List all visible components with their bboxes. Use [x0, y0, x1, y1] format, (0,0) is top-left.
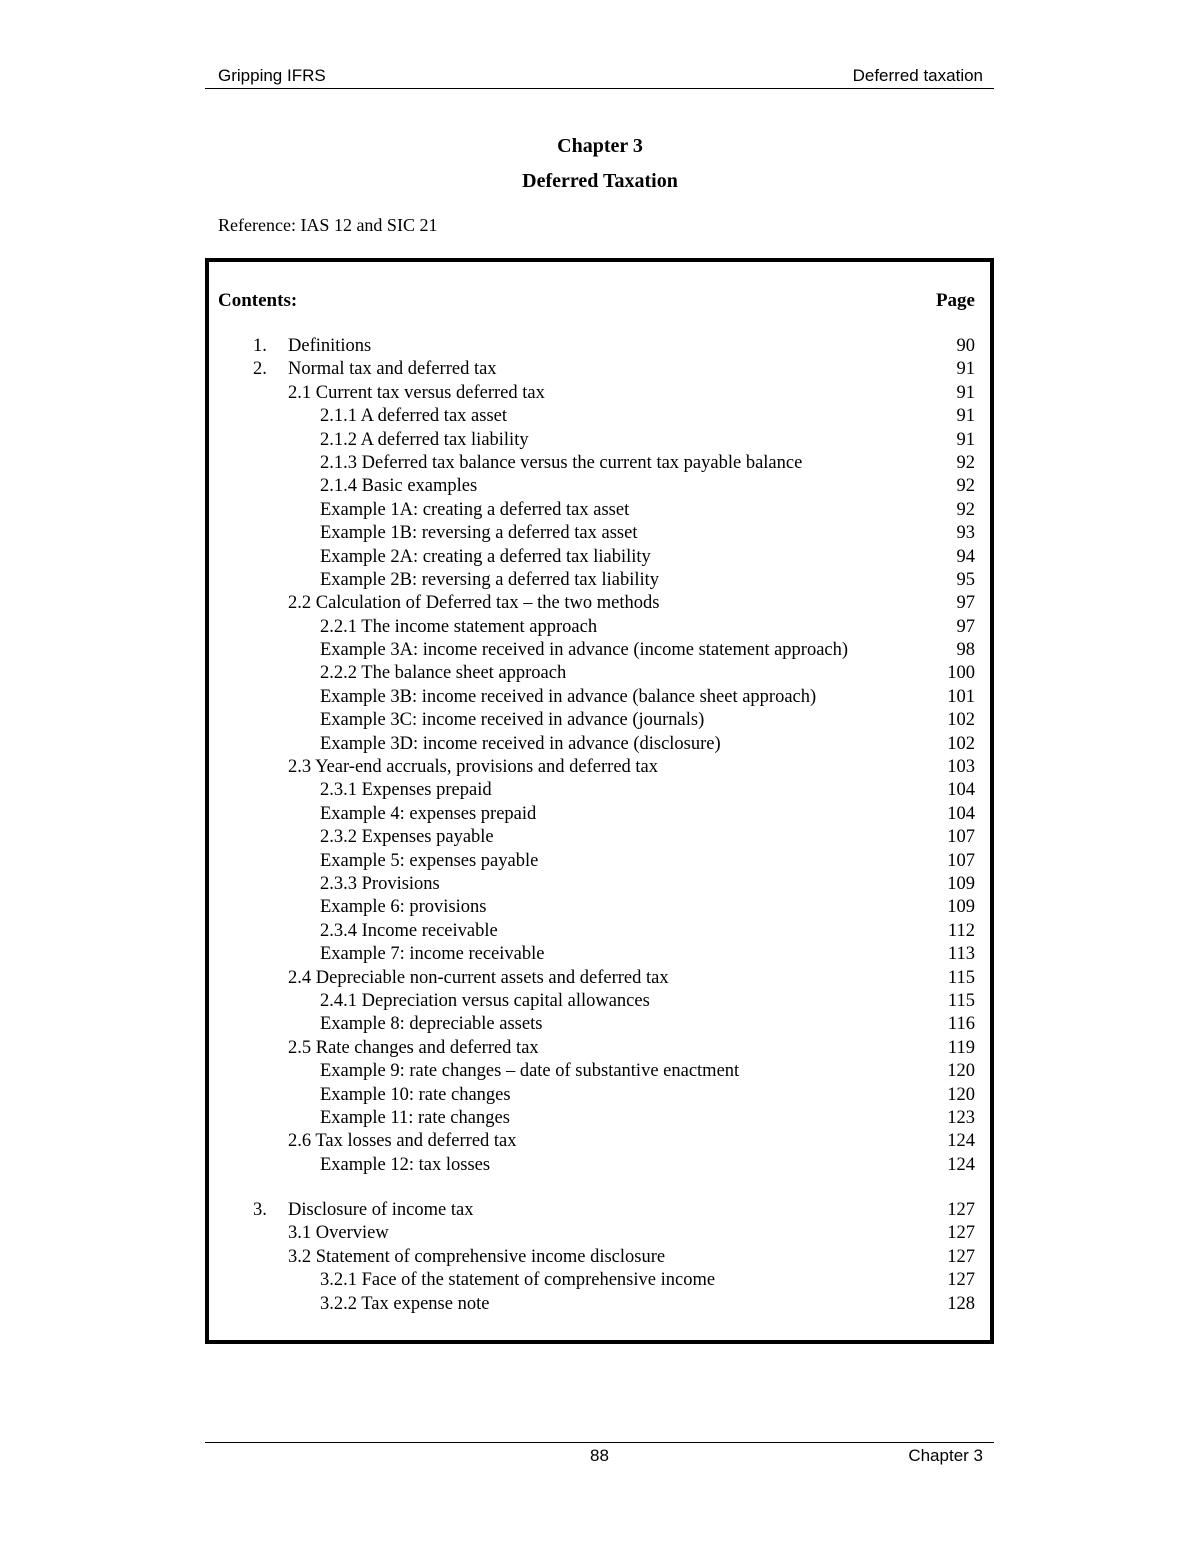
header-book-title: Gripping IFRS [218, 66, 326, 85]
contents-entry-title: 3.2.1 Face of the statement of comprehensive income [320, 1270, 716, 1291]
contents-entry-title: Example 3A: income received in advance (income statement approach) [320, 640, 849, 661]
contents-entry[interactable] [209, 475, 990, 498]
contents-entry[interactable] [209, 709, 990, 732]
contents-entry-title: 2.2.2 The balance sheet approach [320, 663, 567, 684]
contents-entry-page: 120 [947, 1061, 975, 1082]
contents-box [205, 258, 994, 1344]
contents-entry[interactable] [209, 1222, 990, 1245]
footer-page-number: 88 [590, 1446, 609, 1465]
contents-entry[interactable] [209, 616, 990, 639]
chapter-title: Chapter 3 [557, 135, 643, 157]
contents-entry[interactable] [209, 405, 990, 428]
contents-entry[interactable] [209, 452, 990, 475]
contents-entry[interactable] [209, 967, 990, 990]
contents-entry-title: 2.1 Current tax versus deferred tax [288, 382, 545, 403]
contents-entry-title: Example 1A: creating a deferred tax asset [320, 499, 630, 520]
contents-entry-page: 103 [947, 757, 975, 778]
contents-entry-page: 123 [947, 1107, 975, 1128]
contents-entry[interactable] [209, 1107, 990, 1130]
contents-entry-page: 127 [947, 1200, 975, 1221]
contents-entry-title: Disclosure of income tax [288, 1200, 474, 1221]
contents-entry-page: 124 [947, 1131, 975, 1152]
contents-entry-page: 109 [947, 897, 975, 918]
contents-entry[interactable] [209, 1246, 990, 1269]
contents-entry-page: 91 [956, 382, 975, 403]
contents-entry[interactable] [209, 756, 990, 779]
contents-entry[interactable] [209, 990, 990, 1013]
contents-entry-page: 95 [956, 569, 975, 590]
contents-entry-title: Example 11: rate changes [320, 1107, 510, 1128]
contents-entry-number: 2. [253, 359, 267, 380]
contents-entry-page: 104 [947, 803, 975, 824]
contents-entry-title: 2.2.1 The income statement approach [320, 616, 598, 637]
contents-entry[interactable] [209, 499, 990, 522]
contents-entry-page: 120 [947, 1084, 975, 1105]
page-footer [205, 1442, 994, 1473]
contents-entry-page: 97 [956, 593, 975, 614]
contents-entry[interactable] [209, 920, 990, 943]
contents-entry[interactable] [209, 803, 990, 826]
contents-entry-title: 2.3.2 Expenses payable [320, 827, 494, 848]
contents-entry[interactable] [209, 546, 990, 569]
contents-entry-title: 2.3.3 Provisions [320, 873, 440, 894]
contents-entry-page: 102 [947, 733, 975, 754]
contents-entry-title: Definitions [288, 336, 372, 356]
contents-entry[interactable] [209, 1199, 990, 1222]
contents-entry-page: 128 [947, 1293, 975, 1314]
contents-entry-title: Example 2A: creating a deferred tax liability [320, 546, 651, 567]
contents-entry[interactable] [209, 429, 990, 452]
contents-entry-page: 97 [956, 616, 975, 637]
contents-entry[interactable] [209, 1293, 990, 1316]
contents-entry-title: 2.1.2 A deferred tax liability [320, 429, 529, 450]
contents-entry-page: 115 [947, 967, 975, 988]
contents-entry-title: 2.3 Year-end accruals, provisions and deferred tax [288, 757, 659, 778]
contents-entry[interactable] [209, 850, 990, 873]
contents-entry-title: 2.4.1 Depreciation versus capital allowances [320, 990, 650, 1011]
contents-entry[interactable] [209, 1060, 990, 1083]
contents-entry[interactable] [209, 1130, 990, 1153]
contents-entry-title: Example 3C: income received in advance (journals) [320, 710, 705, 731]
contents-entry-page: 92 [956, 476, 975, 497]
contents-entry[interactable] [209, 779, 990, 802]
header-chapter-topic: Deferred taxation [852, 66, 983, 85]
page-column-heading: Page [935, 290, 975, 311]
contents-entry-title: Example 12: tax losses [320, 1154, 491, 1175]
contents-entry-title: 2.1.1 A deferred tax asset [320, 406, 507, 427]
contents-entry-page: 119 [947, 1037, 975, 1058]
contents-entry-title: Example 10: rate changes [320, 1084, 511, 1105]
page-header [205, 66, 994, 89]
contents-entry[interactable] [209, 382, 990, 405]
contents-entry-page: 107 [947, 827, 975, 848]
contents-heading-row [218, 290, 975, 312]
contents-entry-title: Normal tax and deferred tax [288, 359, 497, 380]
contents-entry-page: 102 [947, 710, 975, 731]
contents-entry-title: Example 2B: reversing a deferred tax liability [320, 569, 660, 590]
contents-entry-title: 2.5 Rate changes and deferred tax [288, 1037, 539, 1058]
contents-entry-title: Example 8: depreciable assets [320, 1014, 543, 1035]
contents-entry-number: 3. [253, 1200, 267, 1221]
contents-list [209, 335, 990, 1316]
contents-entry-page: 127 [947, 1246, 975, 1267]
contents-entry-page: 98 [956, 640, 975, 661]
contents-entry-title: 2.1.4 Basic examples [320, 476, 478, 497]
contents-entry-page: 127 [947, 1270, 975, 1291]
contents-entry[interactable] [209, 335, 990, 358]
contents-entry-page: 92 [956, 452, 975, 473]
contents-entry-page: 91 [956, 429, 975, 450]
contents-entry-page: 107 [947, 850, 975, 871]
contents-entry[interactable] [209, 826, 990, 849]
contents-entry-title: 2.6 Tax losses and deferred tax [288, 1131, 517, 1152]
contents-entry-page: 94 [956, 546, 975, 567]
contents-entry-title: Example 7: income receivable [320, 944, 545, 965]
contents-entry-page: 113 [947, 944, 975, 965]
contents-entry-title: Example 3D: income received in advance (disclosure) [320, 733, 721, 754]
contents-entry-page: 91 [956, 359, 975, 380]
contents-entry-title: 2.4 Depreciable non-current assets and deferred tax [288, 967, 669, 988]
reference-line: Reference: IAS 12 and SIC 21 [218, 215, 438, 235]
contents-entry-page: 124 [947, 1154, 975, 1175]
contents-entry-number: 1. [253, 336, 267, 356]
contents-entry[interactable] [209, 943, 990, 966]
chapter-subtitle: Deferred Taxation [522, 170, 678, 192]
contents-entry[interactable] [209, 592, 990, 615]
contents-entry-title: Example 5: expenses payable [320, 850, 539, 871]
contents-entry-page: 116 [947, 1014, 975, 1035]
contents-entry-title: 2.3.1 Expenses prepaid [320, 780, 492, 801]
contents-entry[interactable] [209, 639, 990, 662]
contents-entry[interactable] [209, 662, 990, 685]
contents-entry-page: 127 [947, 1223, 975, 1244]
contents-entry[interactable] [209, 1037, 990, 1060]
contents-entry[interactable] [209, 896, 990, 919]
contents-entry[interactable] [209, 686, 990, 709]
contents-entry-page: 115 [947, 990, 975, 1011]
contents-entry-title: 2.3.4 Income receivable [320, 920, 498, 941]
contents-entry[interactable] [209, 733, 990, 756]
contents-entry-page: 92 [956, 499, 975, 520]
contents-entry[interactable] [209, 1269, 990, 1292]
contents-entry-title: 2.2 Calculation of Deferred tax – the two methods [288, 593, 660, 614]
contents-entry-title: 3.1 Overview [288, 1223, 389, 1244]
contents-spacer [209, 1177, 990, 1199]
contents-entry-page: 112 [947, 920, 975, 941]
contents-entry[interactable] [209, 873, 990, 896]
contents-entry[interactable] [209, 569, 990, 592]
contents-entry-title: Example 1B: reversing a deferred tax asset [320, 523, 638, 544]
contents-entry[interactable] [209, 358, 990, 381]
contents-entry-page: 91 [956, 406, 975, 427]
contents-entry-page: 90 [956, 336, 975, 356]
contents-entry-page: 100 [947, 663, 975, 684]
contents-entry-title: Example 6: provisions [320, 897, 487, 918]
contents-entry[interactable] [209, 1154, 990, 1177]
contents-entry-title: Example 9: rate changes – date of substantive enactment [320, 1061, 740, 1082]
contents-entry[interactable] [209, 1013, 990, 1036]
contents-entry-page: 101 [947, 686, 975, 707]
contents-entry-title: 2.1.3 Deferred tax balance versus the current tax payable balance [320, 452, 803, 473]
contents-entry-title: 3.2 Statement of comprehensive income disclosure [288, 1246, 666, 1267]
contents-entry-page: 93 [956, 523, 975, 544]
contents-entry-page: 104 [947, 780, 975, 801]
contents-heading: Contents: [218, 290, 298, 311]
footer-chapter: Chapter 3 [908, 1446, 983, 1465]
contents-entry[interactable] [209, 1084, 990, 1107]
contents-entry-title: Example 4: expenses prepaid [320, 803, 537, 824]
contents-entry-title: 3.2.2 Tax expense note [320, 1293, 490, 1314]
contents-entry-title: Example 3B: income received in advance (balance sheet approach) [320, 686, 817, 707]
contents-entry[interactable] [209, 522, 990, 545]
contents-entry-page: 109 [947, 873, 975, 894]
